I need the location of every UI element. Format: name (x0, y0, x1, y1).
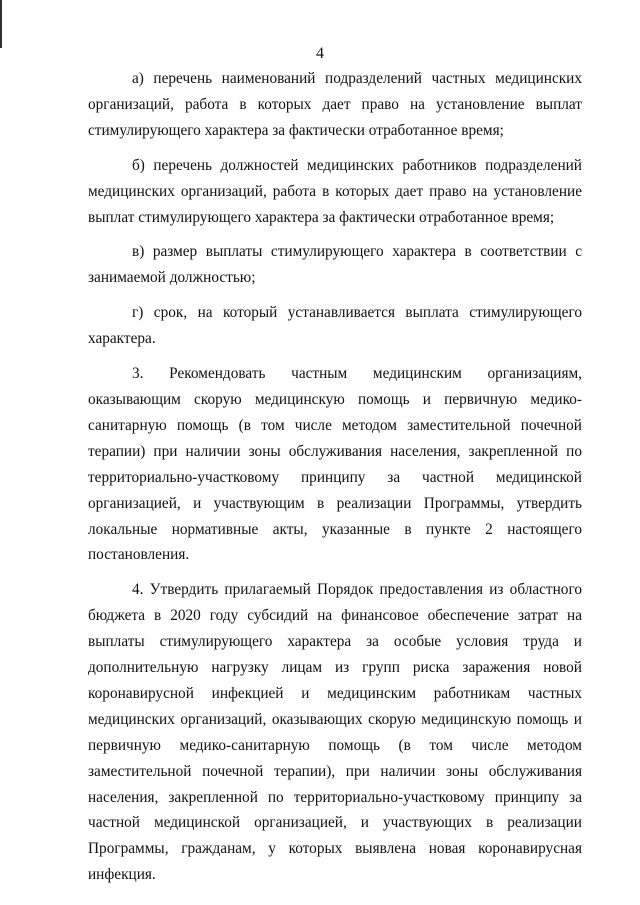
paragraph-item-a: а) перечень наименований подразделений частных медицинских организаций, работа в которых дает право на установление выплат стимулирующего характера за фактически отработанное время; (88, 70, 582, 139)
paragraph-item-b: б) перечень должностей медицинских работников подразделений медицинских организаций, работа в которых дает право на установление выплат стимулирующего характера за фактически отработанное время; (88, 156, 582, 226)
document-body (88, 66, 582, 897)
paragraph-clause-3: 3. Рекомендовать частным медицинским организациям, оказывающим скорую медицинскую помощь и первичную медико-санитарную помощь (в том числе методом заместительной почечной терапии) при наличии зоны обслуживания населения, закрепленной по территориально-участковому принципу за частной медицинской организацией, и участвующим в реализации Программы, утвердить локальные нормативные акты, указанные в пункте 2 настоящего постановления. (88, 365, 582, 564)
paragraph-item-g: г) срок, на который устанавливается выплата стимулирующего характера. (88, 304, 582, 348)
scan-edge-mark (0, 0, 2, 48)
paragraph-item-v: в) размер выплаты стимулирующего характера в соответствии с занимаемой должностью; (88, 243, 582, 287)
page-number: 4 (316, 45, 324, 62)
paragraph-clause-4: 4. Утвердить прилагаемый Порядок предоставления из областного бюджета в 2020 году субсидий на финансовое обеспечение затрат на выплаты стимулирующего характера за особые условия труда и дополнительную нагрузку лицам из групп риска заражения новой коронавирусной инфекцией и медицинским работникам частных медицинских организаций, оказывающих скорую медицинскую помощь и первичную медико-санитарную помощь (в том числе методом заместительной почечной терапии), при наличии зоны обслуживания населения, закрепленной по территориально-участковому принципу за частной медицинской организацией, и участвующих в реализации Программы, гражданам, у которых выявлена новая коронавирусная инфекция. (88, 581, 582, 884)
